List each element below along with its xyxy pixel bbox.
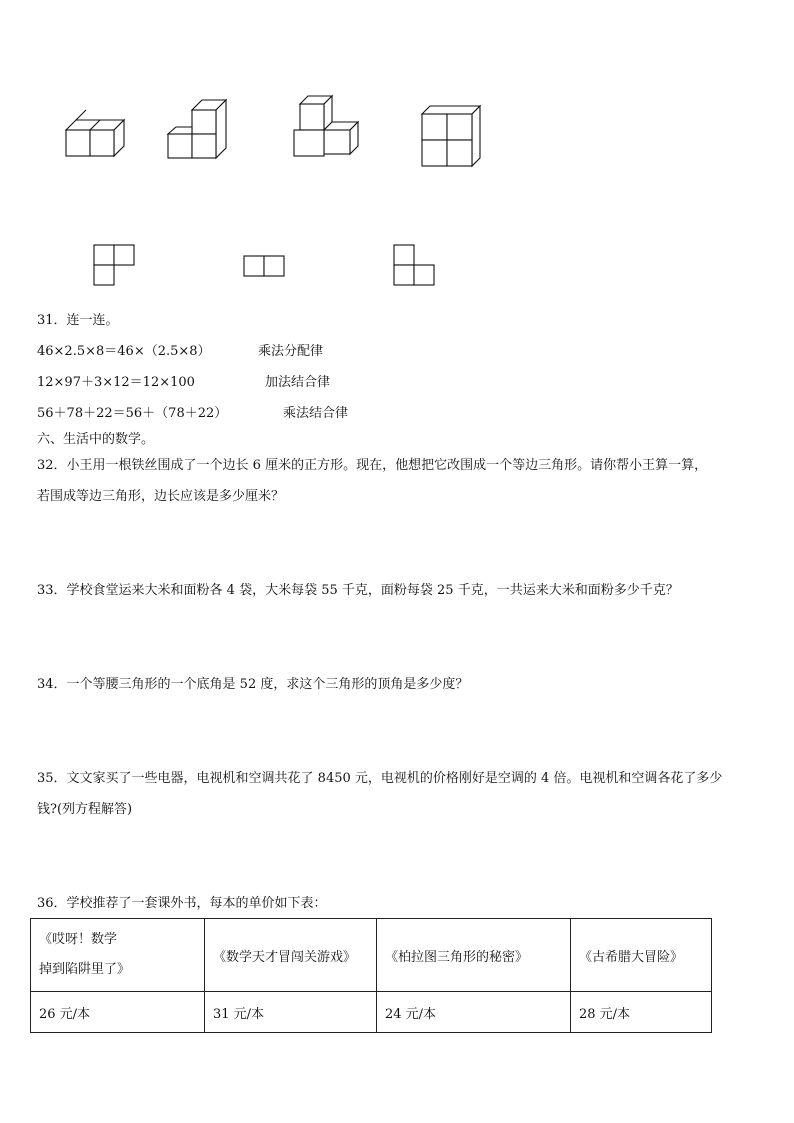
book-price-3: 24 元/本 [377, 992, 571, 1033]
view-shape-3 [394, 245, 438, 289]
q35-line-1: 35．文文家买了一些电器，电视机和空调共花了 8450 元，电视机的价格刚好是空调的 4 倍。电视机和空调各花了多少 [37, 771, 723, 786]
q31-law-3: 乘法结合律 [283, 406, 349, 421]
q31-title: 31．连一连。 [37, 313, 119, 328]
q31-expr-1: 46×2.5×8＝46×（2.5×8） [37, 344, 211, 359]
book-title-1a: 《哎呀！数学 [39, 932, 118, 947]
cube-figure-1 [60, 110, 130, 160]
view-shape-1 [94, 245, 138, 289]
book-title-cell [31, 919, 205, 992]
book-title-cell [205, 919, 377, 992]
cube-figure-4 [418, 104, 486, 170]
cube-figure-2 [160, 100, 230, 162]
book-title-3: 《柏拉图三角形的秘密》 [385, 949, 529, 965]
table-row-prices [31, 992, 712, 1033]
table-row-titles [31, 919, 712, 992]
view-shape-2 [244, 256, 288, 280]
q31-expr-2: 12×97＋3×12＝12×100 [37, 375, 195, 390]
book-price-1: 26 元/本 [31, 992, 205, 1033]
book-title-cell [571, 919, 712, 992]
book-title-4: 《古希腊大冒险》 [579, 949, 684, 965]
book-price-4: 28 元/本 [571, 992, 712, 1033]
q31-expr-3: 56＋78＋22＝56＋（78＋22） [37, 406, 228, 421]
book-title-2: 《数学天才冒闯关游戏》 [213, 949, 357, 965]
q35-line-2: 钱?(列方程解答) [37, 802, 133, 817]
cube-figure-3 [288, 94, 364, 162]
q31-law-1: 乘法分配律 [258, 344, 324, 359]
book-price-table [30, 918, 712, 1033]
q32-line-1: 32．小王用一根铁丝围成了一个边长 6 厘米的正方形。现在，他想把它改围成一个等边三角形。请你帮小王算一算， [37, 458, 708, 473]
q32-line-2: 若围成等边三角形，边长应该是多少厘米？ [37, 489, 285, 504]
q33-text: 33．学校食堂运来大米和面粉各 4 袋，大米每袋 55 千克，面粉每袋 25 千克，一共运来大米和面粉多少千克？ [37, 583, 679, 598]
book-price-2: 31 元/本 [205, 992, 377, 1033]
q34-text: 34．一个等腰三角形的一个底角是 52 度，求这个三角形的顶角是多少度？ [37, 677, 469, 692]
q31-law-2: 加法结合律 [265, 375, 331, 390]
book-title-1b: 掉到陷阱里了》 [39, 962, 131, 977]
section-six-heading: 六、生活中的数学。 [37, 432, 155, 447]
book-title-cell [377, 919, 571, 992]
q36-intro: 36．学校推荐了一套课外书，每本的单价如下表： [37, 896, 327, 911]
